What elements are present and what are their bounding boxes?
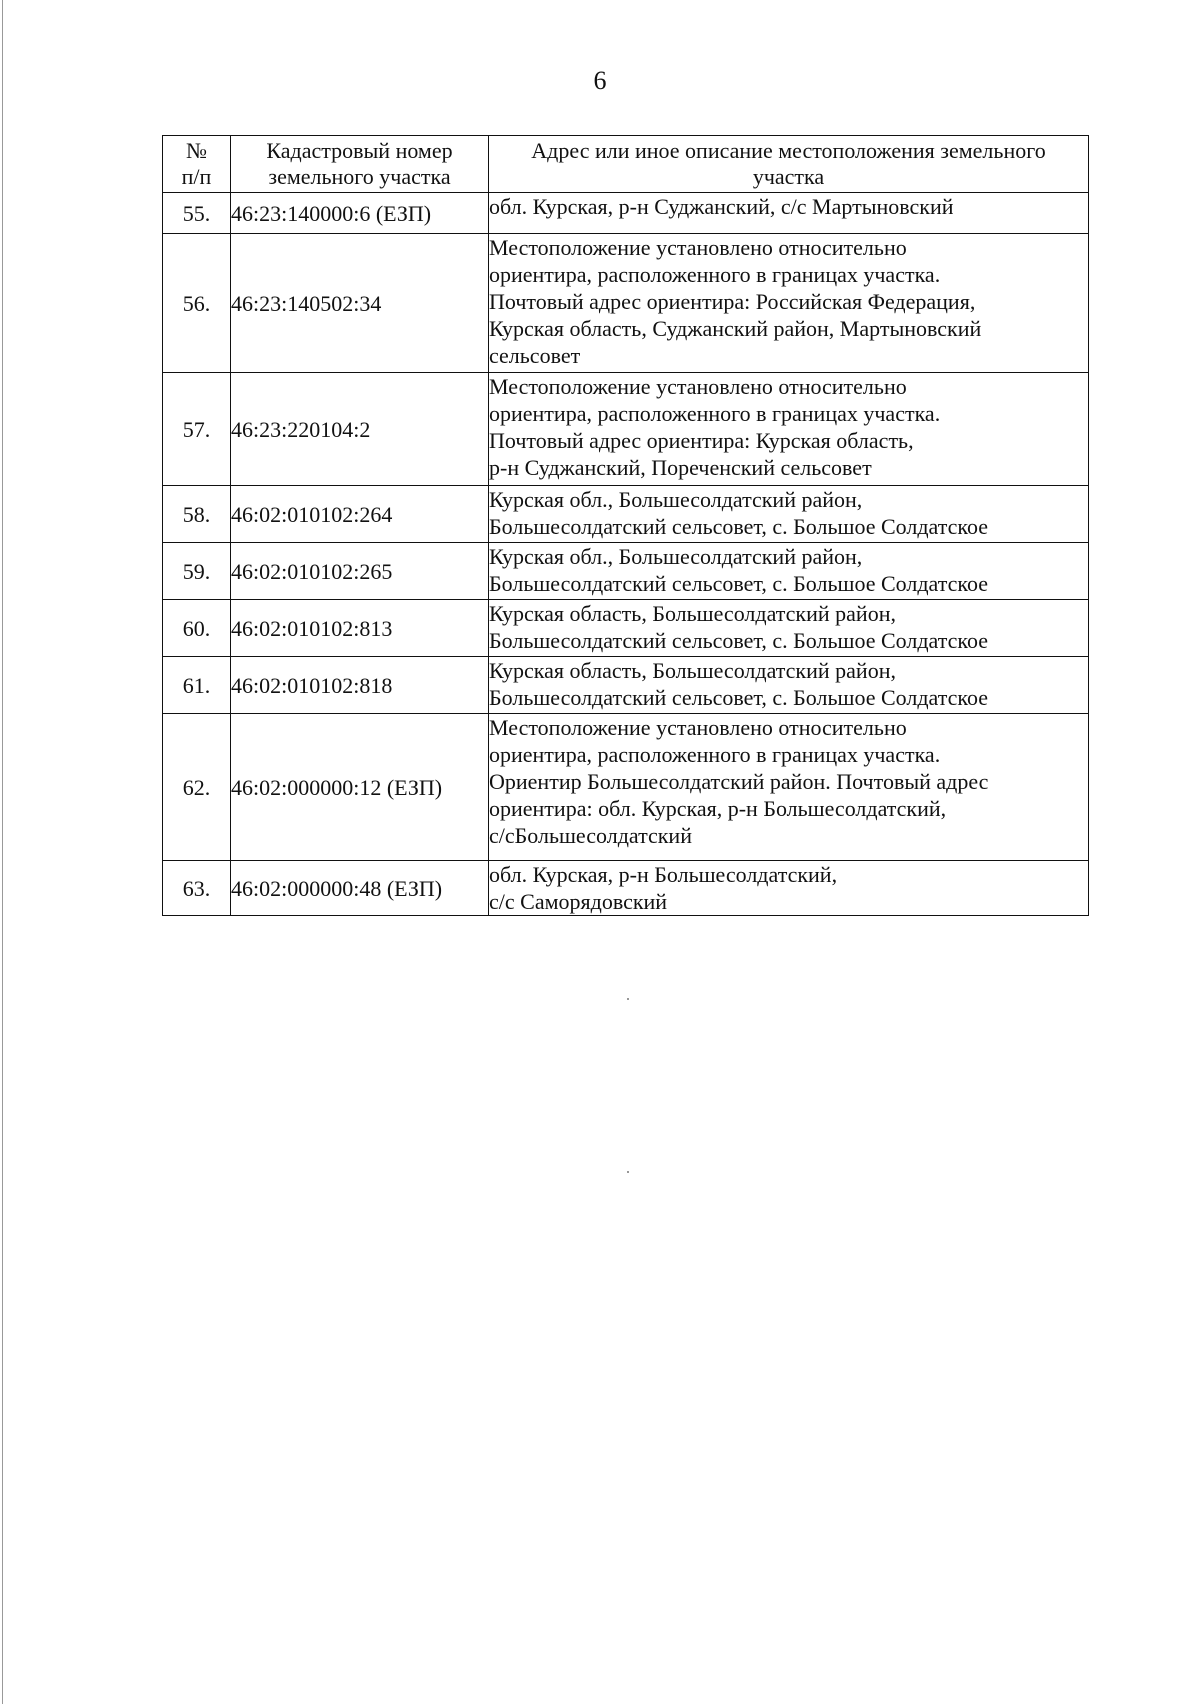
- row-cadastral: 46:02:010102:265: [231, 543, 489, 600]
- row-address: Местоположение установлено относительно ориентира, расположенного в границах участка. Почтовый адрес ориентира: Курская область, р-н Суджанский, Пореченский сельсовет: [489, 373, 1089, 486]
- row-num: 56.: [163, 234, 231, 373]
- row-address: Курская область, Большесолдатский район, Большесолдатский сельсовет, с. Большое Солдатское: [489, 600, 1089, 657]
- table-row: [163, 193, 1089, 234]
- row-num: 60.: [163, 600, 231, 657]
- header-num: № п/п: [163, 136, 231, 193]
- row-cadastral: 46:02:010102:818: [231, 657, 489, 714]
- row-cadastral: 46:02:000000:48 (ЕЗП): [231, 861, 489, 916]
- table-row: [163, 486, 1089, 543]
- row-cadastral: 46:02:010102:264: [231, 486, 489, 543]
- row-cadastral: 46:02:010102:813: [231, 600, 489, 657]
- header-address: Адрес или иное описание местоположения земельного участка: [489, 136, 1089, 193]
- row-cadastral: 46:23:220104:2: [231, 373, 489, 486]
- row-num: 63.: [163, 861, 231, 916]
- table-header-row: [163, 136, 1089, 193]
- header-cadastral: Кадастровый номер земельного участка: [231, 136, 489, 193]
- row-num: 55.: [163, 193, 231, 234]
- row-address: обл. Курская, р-н Большесолдатский, с/с Саморядовский: [489, 861, 1089, 916]
- table-row: [163, 657, 1089, 714]
- row-cadastral: 46:02:000000:12 (ЕЗП): [231, 714, 489, 861]
- row-num: 58.: [163, 486, 231, 543]
- row-num: 59.: [163, 543, 231, 600]
- scan-speck: [627, 998, 629, 1000]
- row-num: 62.: [163, 714, 231, 861]
- row-cadastral: 46:23:140000:6 (ЕЗП): [231, 193, 489, 234]
- table-row: [163, 373, 1089, 486]
- row-address: Местоположение установлено относительно ориентира, расположенного в границах участка. Ориентир Большесолдатский район. Почтовый адрес ориентира: обл. Курская, р-н Большесолдатский, с/сБольшесолдатский: [489, 714, 1089, 861]
- row-num: 61.: [163, 657, 231, 714]
- table-row: [163, 861, 1089, 916]
- scan-speck: [627, 1171, 629, 1173]
- row-address: Местоположение установлено относительно ориентира, расположенного в границах участка. Почтовый адрес ориентира: Российская Федерация, Курская область, Суджанский район, Мартыновский сельсовет: [489, 234, 1089, 373]
- row-address: Курская область, Большесолдатский район, Большесолдатский сельсовет, с. Большое Солдатское: [489, 657, 1089, 714]
- table-row: [163, 714, 1089, 861]
- table-row: [163, 234, 1089, 373]
- row-address: Курская обл., Большесолдатский район, Большесолдатский сельсовет, с. Большое Солдатское: [489, 486, 1089, 543]
- row-cadastral: 46:23:140502:34: [231, 234, 489, 373]
- row-address: Курская обл., Большесолдатский район, Большесолдатский сельсовет, с. Большое Солдатское: [489, 543, 1089, 600]
- page-number: 6: [593, 66, 607, 95]
- table-row: [163, 600, 1089, 657]
- table-row: [163, 543, 1089, 600]
- row-address: обл. Курская, р-н Суджанский, с/с Мартыновский: [489, 193, 1089, 234]
- land-plots-table: [162, 135, 1089, 916]
- scan-edge-line: [2, 0, 3, 1704]
- row-num: 57.: [163, 373, 231, 486]
